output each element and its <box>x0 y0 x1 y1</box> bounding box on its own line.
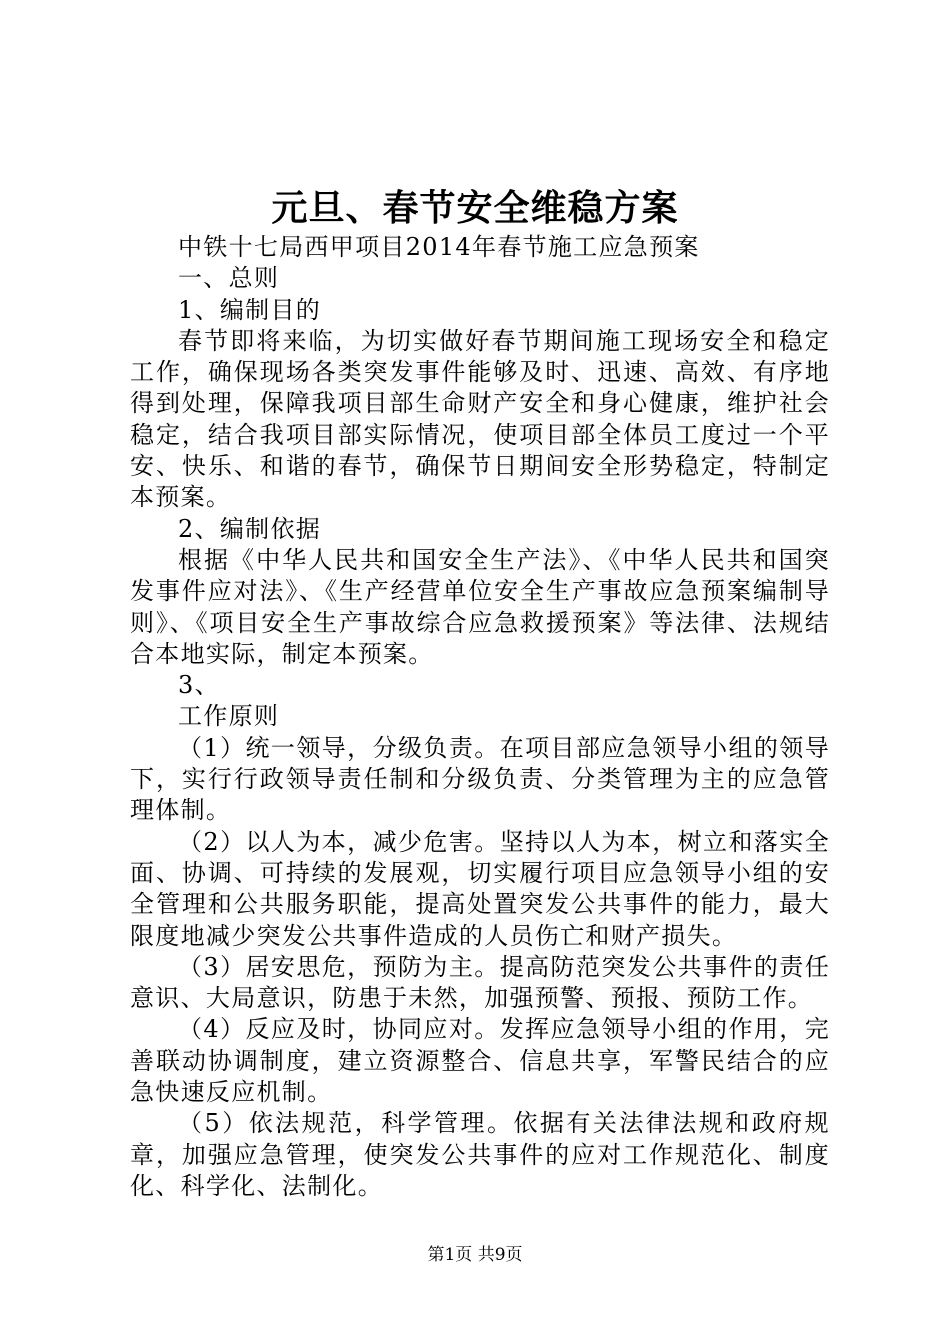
paragraph-principles-heading: 工作原则 <box>178 702 280 731</box>
paragraph-purpose-heading: 1、编制目的 <box>178 295 322 324</box>
paragraph-principle-3: （3）居安思危，预防为主。提高防范突发公共事件的责任意识、大局意识，防患于未然，加强预警、预报、预防工作。 <box>130 952 830 1013</box>
paragraph-principle-4: （4）反应及时，协同应对。发挥应急领导小组的作用，完善联动协调制度，建立资源整合、信息共享，军警民结合的应急快速反应机制。 <box>130 1015 830 1107</box>
paragraph-project-heading: 中铁十七局西甲项目2014年春节施工应急预案 <box>178 233 700 261</box>
paragraph-basis-heading: 2、编制依据 <box>178 514 322 543</box>
page-number-footer: 第1页 共9页 <box>427 1245 523 1265</box>
paragraph-principle-2: （2）以人为本，减少危害。坚持以人为本，树立和落实全面、协调、可持续的发展观，切实履行项目应急领导小组的安全管理和公共服务职能，提高处置突发公共事件的能力，最大限度地减少突发公共事件造成的人员伤亡和财产损失。 <box>130 827 830 950</box>
paragraph-item-number: 3、 <box>178 671 220 700</box>
document-body <box>130 232 830 1202</box>
paragraph-section-general: 一、总则 <box>178 264 280 293</box>
paragraph-purpose-text: 春节即将来临，为切实做好春节期间施工现场安全和稳定工作，确保现场各类突发事件能够及时、迅速、高效、有序地得到处理，保障我项目部生命财产安全和身心健康，维护社会稳定，结合我项目部实际情况，使项目部全体员工度过一个平安、快乐、和谐的春节，确保节日期间安全形势稳定，特制定本预案。 <box>130 326 830 512</box>
paragraph-basis-text: 根据《中华人民共和国安全生产法》、《中华人民共和国突发事件应对法》、《生产经营单位安全生产事故应急预案编制导则》、《项目安全生产事故综合应急救援预案》等法律、法规结合本地实际，制定本预案。 <box>130 545 830 668</box>
paragraph-principle-5: （5）依法规范，科学管理。依据有关法律法规和政府规章，加强应急管理，使突发公共事件的应对工作规范化、制度化、科学化、法制化。 <box>130 1109 830 1200</box>
paragraph-principle-1: （1）统一领导，分级负责。在项目部应急领导小组的领导下，实行行政领导责任制和分级负责、分类管理为主的应急管理体制。 <box>130 733 830 825</box>
document-title: 元旦、春节安全维稳方案 <box>271 187 679 229</box>
